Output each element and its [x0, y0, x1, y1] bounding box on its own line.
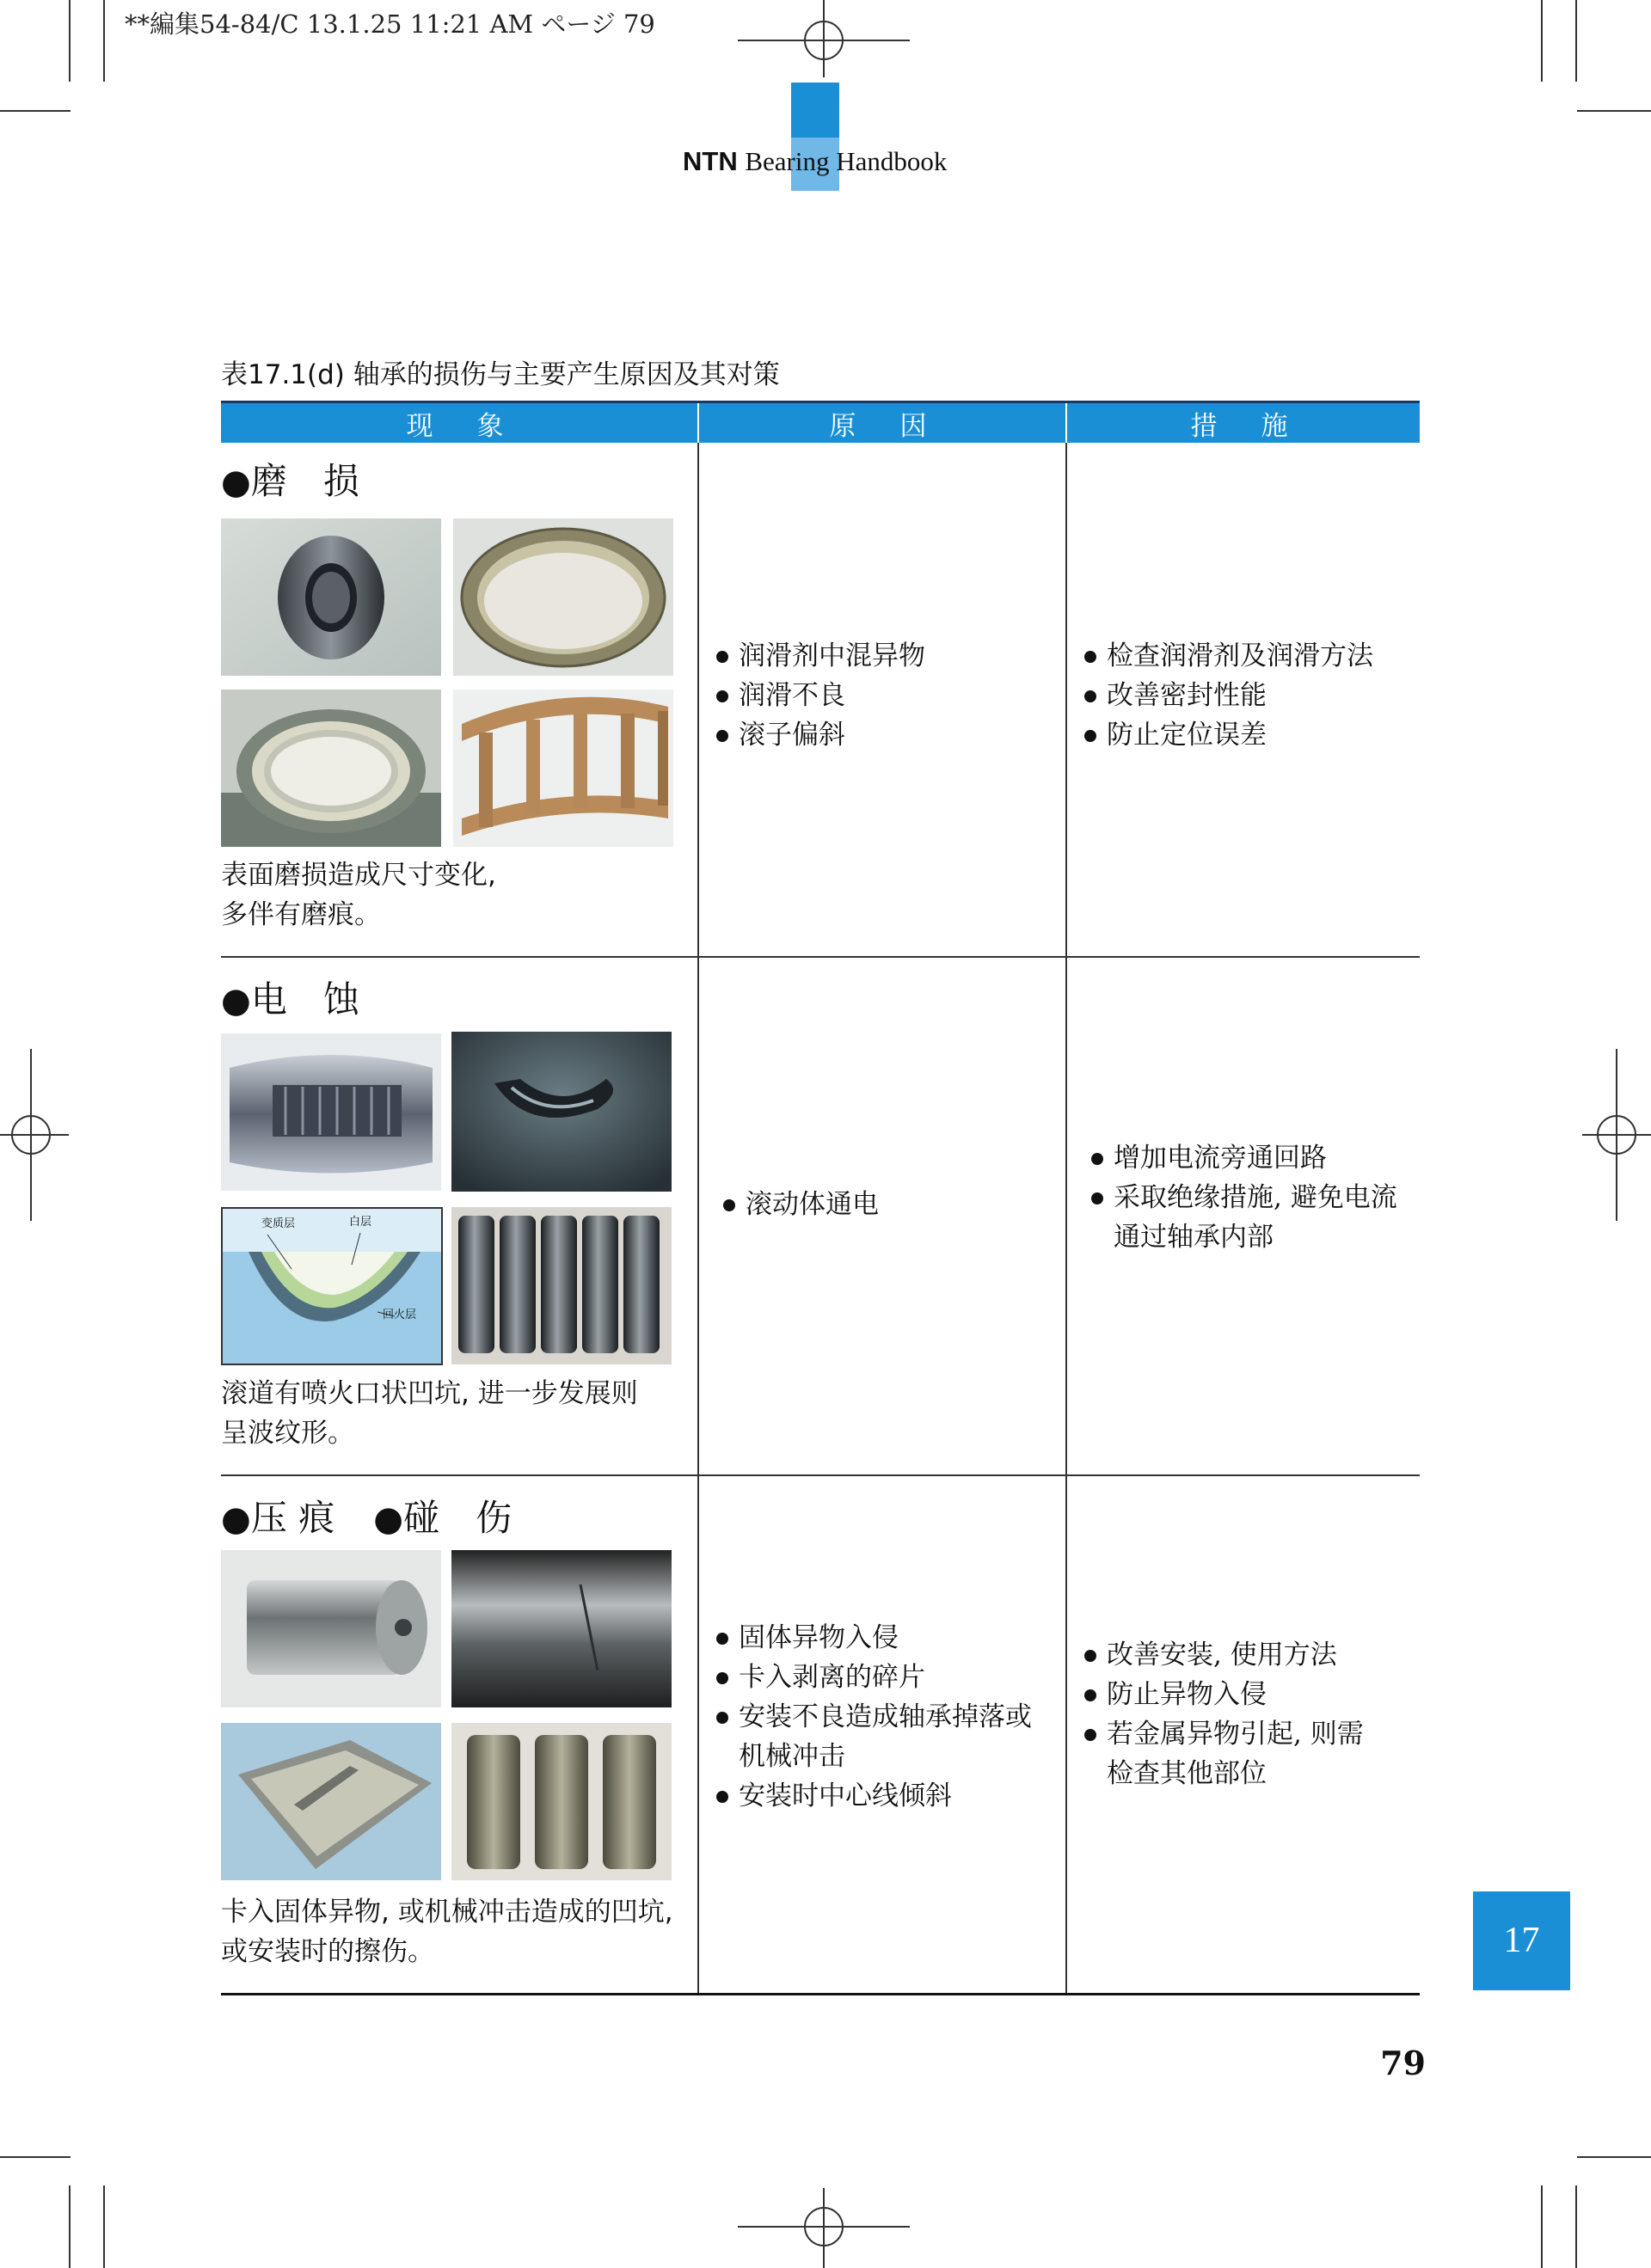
registration-mark-bottom — [738, 2188, 910, 2268]
cause-list — [715, 1618, 1032, 1816]
measure-list — [1089, 1138, 1397, 1257]
column-header-cause: 原 因 — [698, 402, 1066, 444]
crop-mark — [1577, 2156, 1651, 2158]
damage-title: ●磨 损 — [221, 460, 359, 502]
phenomenon-cell — [221, 1475, 698, 1995]
registration-mark-right — [1582, 1049, 1651, 1221]
list-item: 改善安装, 使用方法 — [1083, 1635, 1364, 1675]
crop-mark — [103, 2185, 105, 2268]
photo-worn-cage — [453, 690, 673, 847]
damage-description: 滚道有喷火口状凹坑, 进一步发展则 呈波纹形。 — [221, 1378, 638, 1449]
running-header — [683, 146, 947, 177]
cause-list — [721, 1185, 879, 1224]
crop-mark — [69, 2185, 71, 2268]
crop-mark — [69, 0, 71, 82]
diagram-label: 回火层 — [383, 1309, 417, 1321]
header-subtitle: Bearing Handbook — [745, 146, 948, 176]
measure-list — [1083, 636, 1373, 755]
photo-worn-outer-ring — [453, 518, 673, 676]
photo-dented-roller — [221, 1550, 441, 1707]
measure-cell — [1066, 1475, 1420, 1995]
chapter-tab: 17 — [1473, 1891, 1570, 1990]
photo-fluted-rollers — [451, 1207, 672, 1364]
table-row — [221, 957, 1420, 1475]
list-item: 检查润滑剂及润滑方法 — [1083, 636, 1373, 676]
table-caption: 表17.1(d) 轴承的损伤与主要产生原因及其对策 — [221, 359, 780, 390]
phenomenon-cell — [221, 957, 698, 1475]
list-item: 滚子偏斜 — [715, 715, 925, 755]
list-item: 滚动体通电 — [721, 1185, 879, 1224]
photo-dented-cage — [221, 1723, 441, 1880]
table-row — [221, 1475, 1420, 1995]
list-item: 改善密封性能 — [1083, 676, 1373, 715]
phenomenon-cell — [221, 443, 698, 957]
crop-mark — [1541, 2185, 1543, 2268]
column-header-phenomenon: 现 象 — [221, 402, 698, 444]
list-item: 安装时中心线倾斜 — [715, 1776, 1032, 1816]
damage-description: 表面磨损造成尺寸变化, 多伴有磨痕。 — [221, 860, 496, 930]
brand-name: NTN — [683, 146, 738, 176]
measure-cell — [1066, 957, 1420, 1475]
photo-scratched-race — [451, 1550, 672, 1707]
diagram-label: 白层 — [349, 1216, 372, 1229]
table-header-row — [221, 402, 1420, 444]
column-header-measure: 措 施 — [1066, 402, 1420, 444]
list-item-continuation: 通过轴承内部 — [1114, 1222, 1274, 1253]
photo-worn-roller — [221, 518, 441, 676]
registration-mark-top — [738, 0, 910, 82]
crop-mark — [1577, 110, 1651, 112]
cause-cell — [698, 957, 1066, 1475]
print-slug: **編集54-84/C 13.1.25 11:21 AM ページ 79 — [125, 9, 655, 39]
diagram-pit-cross-section — [221, 1207, 443, 1365]
list-item-continuation: 机械冲击 — [739, 1741, 845, 1772]
list-item: 卡入剥离的碎片 — [715, 1658, 1032, 1697]
measure-list — [1083, 1635, 1364, 1793]
list-item: 润滑剂中混异物 — [715, 636, 925, 676]
list-item: 固体异物入侵 — [715, 1618, 1032, 1658]
measure-cell — [1066, 443, 1420, 957]
crop-mark — [0, 2156, 71, 2158]
crop-mark — [1575, 0, 1577, 82]
crop-mark — [0, 110, 71, 112]
crop-mark — [103, 0, 105, 82]
list-item: 润滑不良 — [715, 676, 925, 715]
list-item: 安装不良造成轴承掉落或 — [715, 1697, 1032, 1737]
cause-cell — [698, 1475, 1066, 1995]
list-item: 增加电流旁通回路 — [1089, 1138, 1397, 1178]
photo-electric-pitting-ring — [221, 1033, 441, 1191]
photo-worn-inner-ring — [221, 690, 441, 847]
photo-crater-pit — [451, 1032, 672, 1192]
crop-mark — [1575, 2185, 1577, 2268]
cause-cell — [698, 443, 1066, 957]
damage-table — [221, 401, 1420, 1995]
photo-indented-rollers — [451, 1723, 672, 1880]
crop-mark — [1541, 0, 1543, 82]
cause-list — [715, 636, 925, 755]
diagram-label: 变质层 — [261, 1217, 296, 1230]
damage-title: ●电 蚀 — [221, 978, 359, 1021]
list-item: 防止定位误差 — [1083, 715, 1373, 755]
list-item: 采取绝缘措施, 避免电流 — [1089, 1178, 1397, 1217]
list-item: 防止异物入侵 — [1083, 1675, 1364, 1714]
registration-mark-left — [0, 1049, 69, 1221]
list-item-continuation: 检查其他部位 — [1107, 1758, 1267, 1789]
pit-diagram-graphic — [223, 1209, 441, 1364]
page-number: 79 — [1380, 2044, 1426, 2082]
damage-description: 卡入固体异物, 或机械冲击造成的凹坑, 或安装时的擦伤。 — [221, 1897, 673, 1967]
damage-title: ●压 痕 ●碰 伤 — [221, 1497, 512, 1539]
list-item: 若金属异物引起, 则需 — [1083, 1714, 1364, 1754]
table-row — [221, 443, 1420, 957]
